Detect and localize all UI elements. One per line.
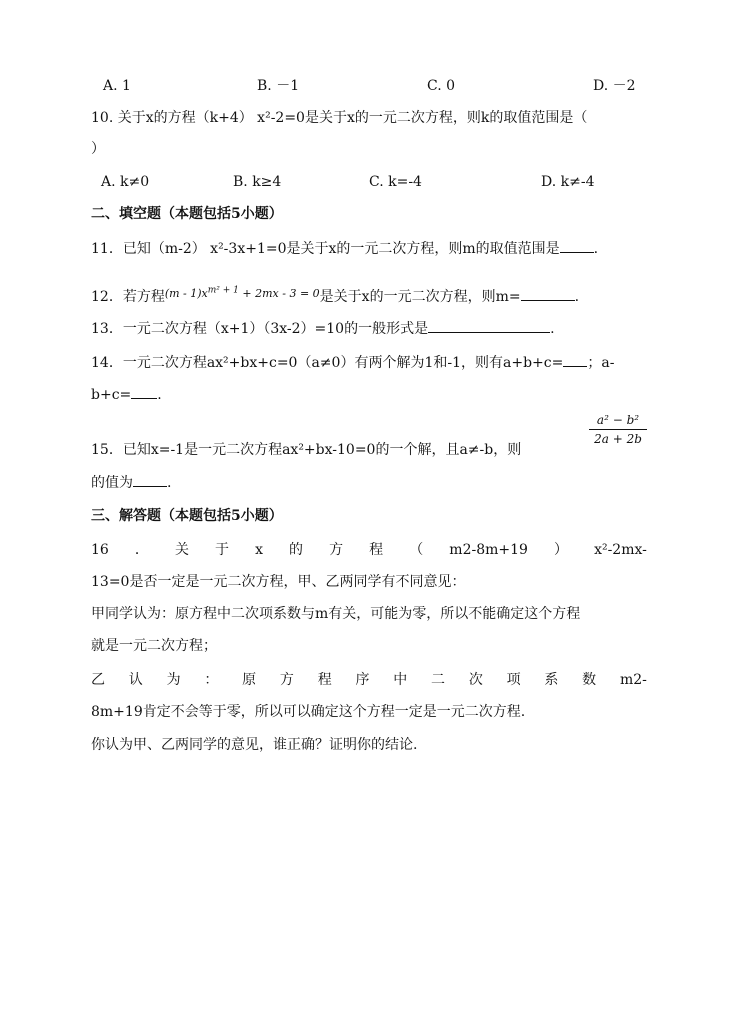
q15-fraction bbox=[589, 413, 647, 446]
q11-suffix: . bbox=[593, 241, 599, 257]
q16-token: 二 bbox=[431, 672, 446, 688]
q16-token: 程 bbox=[369, 542, 384, 558]
q16-token: 次 bbox=[468, 672, 483, 688]
q11-blank[interactable] bbox=[560, 238, 594, 253]
q15-fraction-numerator: a² − b² bbox=[589, 413, 647, 430]
q10-text: 10. 关于x的方程（k+4） x²-2=0是关于x的一元二次方程，则k的取值范围是（ bbox=[91, 110, 588, 126]
q16-line5 bbox=[91, 670, 647, 690]
q13 bbox=[91, 318, 647, 339]
q11-prefix: 11．已知（m-2） x²-3x+1=0是关于x的一元二次方程，则m的取值范围是 bbox=[91, 241, 560, 257]
q12-prefix: 12．若方程 bbox=[91, 289, 165, 305]
q15-fraction-denominator: 2a + 2b bbox=[594, 432, 642, 446]
q16-token: 关 bbox=[174, 542, 189, 558]
q12-equation-exponent: m² + 1 bbox=[207, 285, 239, 296]
q16-token: 程 bbox=[317, 672, 332, 688]
q16-token: ． bbox=[134, 542, 149, 558]
q15-suffix: . bbox=[167, 475, 172, 491]
q12-equation bbox=[165, 287, 320, 300]
q14-line2-text: b+c= bbox=[91, 387, 132, 403]
q10-options bbox=[91, 172, 647, 192]
q16-token: 项 bbox=[506, 672, 521, 688]
q16-token: 中 bbox=[393, 672, 408, 688]
q16-token: ） bbox=[554, 542, 568, 558]
q12-blank[interactable] bbox=[521, 286, 575, 301]
q12 bbox=[91, 286, 647, 308]
q16-token: m2-8m+19 bbox=[449, 542, 528, 558]
q16-line4: 就是一元二次方程； bbox=[91, 638, 217, 654]
q12-equation-tail: + 2mx - 3 = 0 bbox=[238, 287, 320, 300]
q10-option-d: D. k≠-4 bbox=[541, 174, 595, 190]
q14-line1-end: ；a- bbox=[587, 355, 615, 371]
q14-line1 bbox=[91, 352, 647, 373]
section-2-title: 二、填空题（本题包括5小题） bbox=[91, 206, 283, 222]
q10-option-a: A. k≠0 bbox=[101, 174, 150, 190]
q16-token: 16 bbox=[91, 542, 109, 558]
q14-line2 bbox=[91, 384, 647, 405]
section-3-title: 三、解答题（本题包括5小题） bbox=[91, 508, 283, 524]
q11 bbox=[91, 238, 647, 259]
q16-token: 乙 bbox=[91, 672, 105, 688]
q13-prefix: 13．一元二次方程（x+1）（3x-2）=10的一般形式是 bbox=[91, 321, 429, 337]
q9-option-c: C. 0 bbox=[427, 78, 456, 94]
q14-blank-1[interactable] bbox=[563, 352, 587, 367]
q14-line1-text: 14．一元二次方程ax²+bx+c=0（a≠0）有两个解为1和-1，则有a+b+c= bbox=[91, 355, 564, 371]
q16-line2: 13=0是否一定是一元二次方程，甲、乙两同学有不同意见： bbox=[91, 574, 466, 590]
q16-line1 bbox=[91, 540, 647, 560]
q9-option-d: D. －2 bbox=[593, 78, 636, 94]
q10-close: ） bbox=[91, 141, 105, 157]
q10-option-c: C. k=-4 bbox=[369, 174, 422, 190]
q16-token: 数 bbox=[582, 672, 597, 688]
q16-token: 认 bbox=[128, 672, 143, 688]
q16-token: x²-2mx- bbox=[594, 542, 647, 558]
q12-suffix: . bbox=[574, 289, 580, 305]
q16-line6: 8m+19肯定不会等于零，所以可以确定这个方程一定是一元二次方程. bbox=[91, 704, 526, 720]
q16-token: （ bbox=[409, 542, 424, 558]
q16-token: ： bbox=[204, 672, 219, 688]
q12-middle: 是关于x的一元二次方程，则m= bbox=[319, 289, 521, 305]
q9-option-a: A. 1 bbox=[103, 78, 131, 94]
q10-option-b: B. k≥4 bbox=[233, 174, 282, 190]
q16-token: 原 bbox=[242, 672, 257, 688]
q16-token: 序 bbox=[355, 672, 370, 688]
q15-line2-text: 的值为 bbox=[91, 475, 133, 491]
q9-option-b: B. －1 bbox=[257, 78, 300, 94]
q15-line2 bbox=[91, 472, 647, 493]
q16-token: 的 bbox=[289, 542, 304, 558]
q12-equation-base: (m - 1)x bbox=[164, 287, 208, 300]
q13-blank[interactable] bbox=[428, 318, 550, 333]
q15-blank[interactable] bbox=[133, 472, 167, 487]
q16-token: m2- bbox=[619, 672, 647, 688]
q16-token: 为 bbox=[166, 672, 181, 688]
q15-line1: 15．已知x=-1是一元二次方程ax²+bx-10=0的一个解，且a≠-b，则 bbox=[91, 442, 522, 458]
q13-suffix: . bbox=[550, 321, 555, 337]
q16-line7: 你认为甲、乙两同学的意见，谁正确？证明你的结论. bbox=[91, 737, 418, 753]
q14-suffix: . bbox=[157, 387, 162, 403]
q16-token: 方 bbox=[279, 672, 294, 688]
q16-line3: 甲同学认为：原方程中二次项系数与m有关，可能为零，所以不能确定这个方程 bbox=[91, 606, 581, 622]
q14-blank-2[interactable] bbox=[131, 384, 157, 399]
q16-token: 系 bbox=[544, 672, 559, 688]
q9-options bbox=[91, 76, 647, 96]
q16-token: 于 bbox=[215, 542, 230, 558]
q16-token: 方 bbox=[329, 542, 344, 558]
q16-token: x bbox=[255, 542, 263, 558]
